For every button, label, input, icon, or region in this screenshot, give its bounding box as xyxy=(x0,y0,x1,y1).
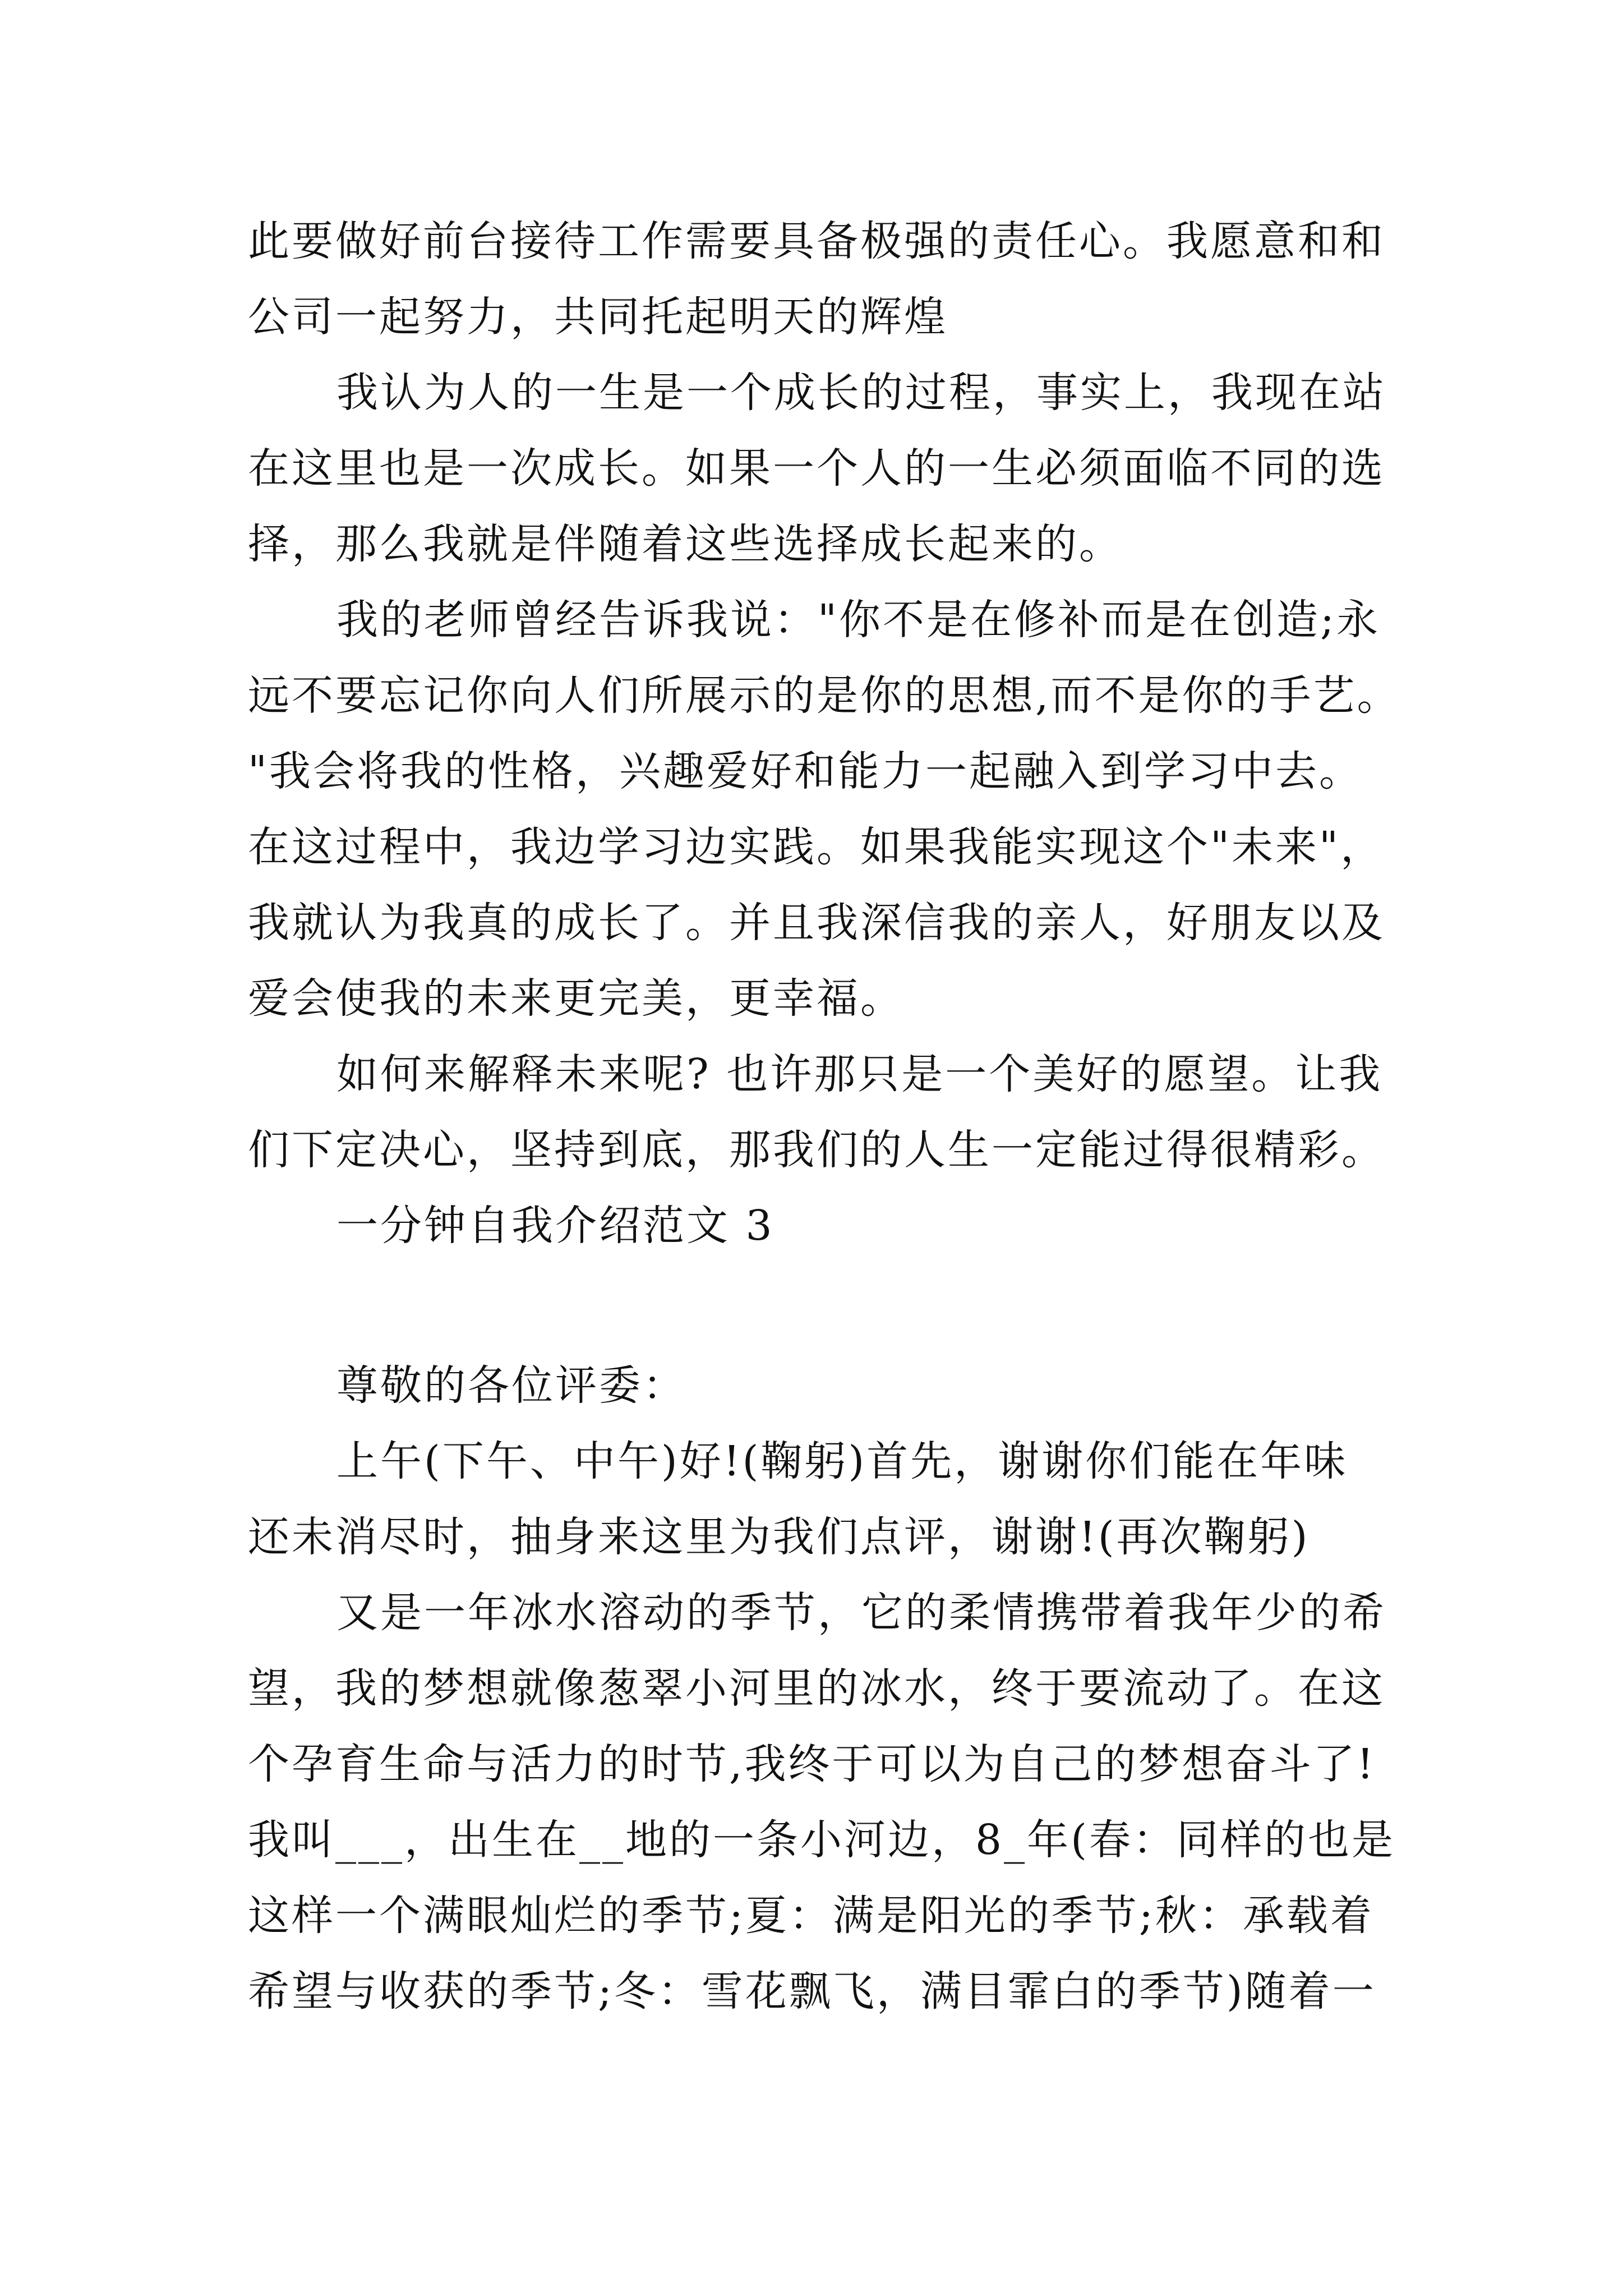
text-line: 爱会使我的未来更完美，更幸福。 xyxy=(248,974,904,1023)
text-line: 还未消尽时，抽身来这里为我们点评，谢谢!(再次鞠躬) xyxy=(248,1513,1310,1561)
text-line: 希望与收获的季节;冬：雪花飘飞，满目霏白的季节)随着一 xyxy=(248,1967,1376,2016)
text-line: 如何来解释未来呢? 也许那只是一个美好的愿望。让我 xyxy=(336,1050,1383,1098)
text-line: 在这里也是一次成长。如果一个人的一生必须面临不同的选 xyxy=(248,444,1385,493)
text-line: 公司一起努力，共同托起明天的辉煌 xyxy=(248,293,948,341)
text-line: 我的老师曾经告诉我说："你不是在修补而是在创造;永 xyxy=(336,596,1380,644)
section-heading: 一分钟自我介绍范文 3 xyxy=(336,1202,774,1250)
text-line: 尊敬的各位评委： xyxy=(336,1361,686,1410)
text-line: 在这过程中，我边学习边实践。如果我能实现这个"未来"， xyxy=(248,823,1385,871)
text-line: 望，我的梦想就像葱翠小河里的冰水，终于要流动了。在这 xyxy=(248,1664,1385,1713)
text-line: 个孕育生命与活力的时节,我终于可以为自己的梦想奋斗了! xyxy=(248,1740,1376,1788)
text-line: 上午(下午、中午)好!(鞠躬)首先，谢谢你们能在年味 xyxy=(336,1437,1348,1485)
text-line: 远不要忘记你向人们所展示的是你的思想,而不是你的手艺。 xyxy=(248,671,1401,720)
text-line: 又是一年冰水溶动的季节，它的柔情携带着我年少的希 xyxy=(336,1589,1386,1637)
text-line: 此要做好前台接待工作需要具备极强的责任心。我愿意和和 xyxy=(248,217,1385,265)
text-line: 们下定决心，坚持到底，那我们的人生一定能过得很精彩。 xyxy=(248,1126,1385,1174)
text-line: "我会将我的性格，兴趣爱好和能力一起融入到学习中去。 xyxy=(248,747,1363,795)
text-line: 择，那么我就是伴随着这些选择成长起来的。 xyxy=(248,520,1123,568)
text-line: 这样一个满眼灿烂的季节;夏：满是阳光的季节;秋：承载着 xyxy=(248,1892,1374,1940)
text-line: 我就认为我真的成长了。并且我深信我的亲人，好朋友以及 xyxy=(248,899,1385,947)
text-line: 我叫___，出生在__地的一条小河边，8_年(春：同样的也是 xyxy=(248,1816,1395,1864)
text-line: 我认为人的一生是一个成长的过程，事实上，我现在站 xyxy=(336,369,1386,417)
